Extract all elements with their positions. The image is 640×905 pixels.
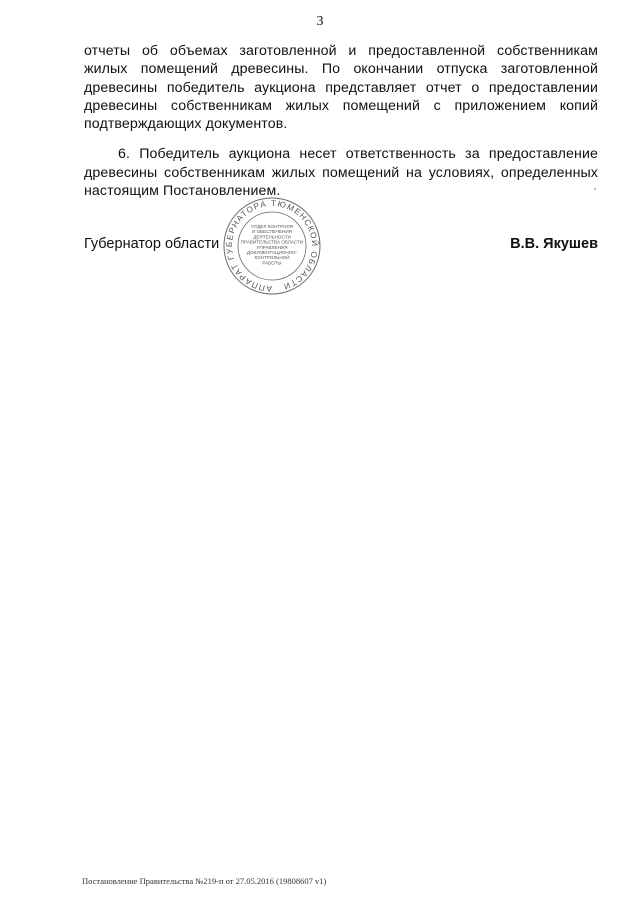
seal-graphic <box>212 196 332 296</box>
seal-center-line: И ОБЕСПЕЧЕНИЯ <box>252 229 292 235</box>
signature-block <box>84 236 598 256</box>
seal-center-line: ПРАВИТЕЛЬСТВА ОБЛАСТИ <box>240 239 304 245</box>
seal-center-line: ОТДЕЛ КОНТРОЛЯ <box>251 224 293 229</box>
seal-center-text <box>241 224 303 265</box>
official-seal <box>212 196 332 296</box>
paragraph-6: 6. Победитель аукциона несет ответственность за предоставление древесины собственникам жилых помещений на условиях, определенных настоящим Постановлением. <box>84 146 598 200</box>
paragraph-continued: отчеты об объемах заготовленной и предоставленной собственникам жилых помещений древесины. По окончании отпуска заготовленной древесины победитель аукциона представляет отчет о предоставлении древесины собственникам жилых помещений с приложением копий подтверждающих документов. <box>84 43 598 133</box>
seal-center-line: РАБОТЫ <box>262 260 282 266</box>
seal-ring-textpath: АППАРАТ ГУБЕРНАТОРА ТЮМЕНСКОЙ ОБЛАСТИ <box>224 198 320 294</box>
seal-center-line: ДОКУМЕНТАЦИОННО- <box>246 250 298 255</box>
seal-center-line: ДЕЯТЕЛЬНОСТИ <box>253 234 291 240</box>
seal-center-line: УПРАВЛЕНИЯ <box>256 244 288 250</box>
signatory-title: Губернатор области <box>84 236 220 252</box>
footer-reference: Постановление Правительства №219-п от 27.05.2016 (19808607 v1) <box>82 876 327 886</box>
page-number: 3 <box>316 14 324 29</box>
signatory-name: В.В. Якушев <box>510 236 598 252</box>
document-body <box>84 42 598 200</box>
scan-artifact <box>594 188 596 190</box>
seal-center-line: КОНТРОЛЬНОЙ <box>254 255 290 261</box>
